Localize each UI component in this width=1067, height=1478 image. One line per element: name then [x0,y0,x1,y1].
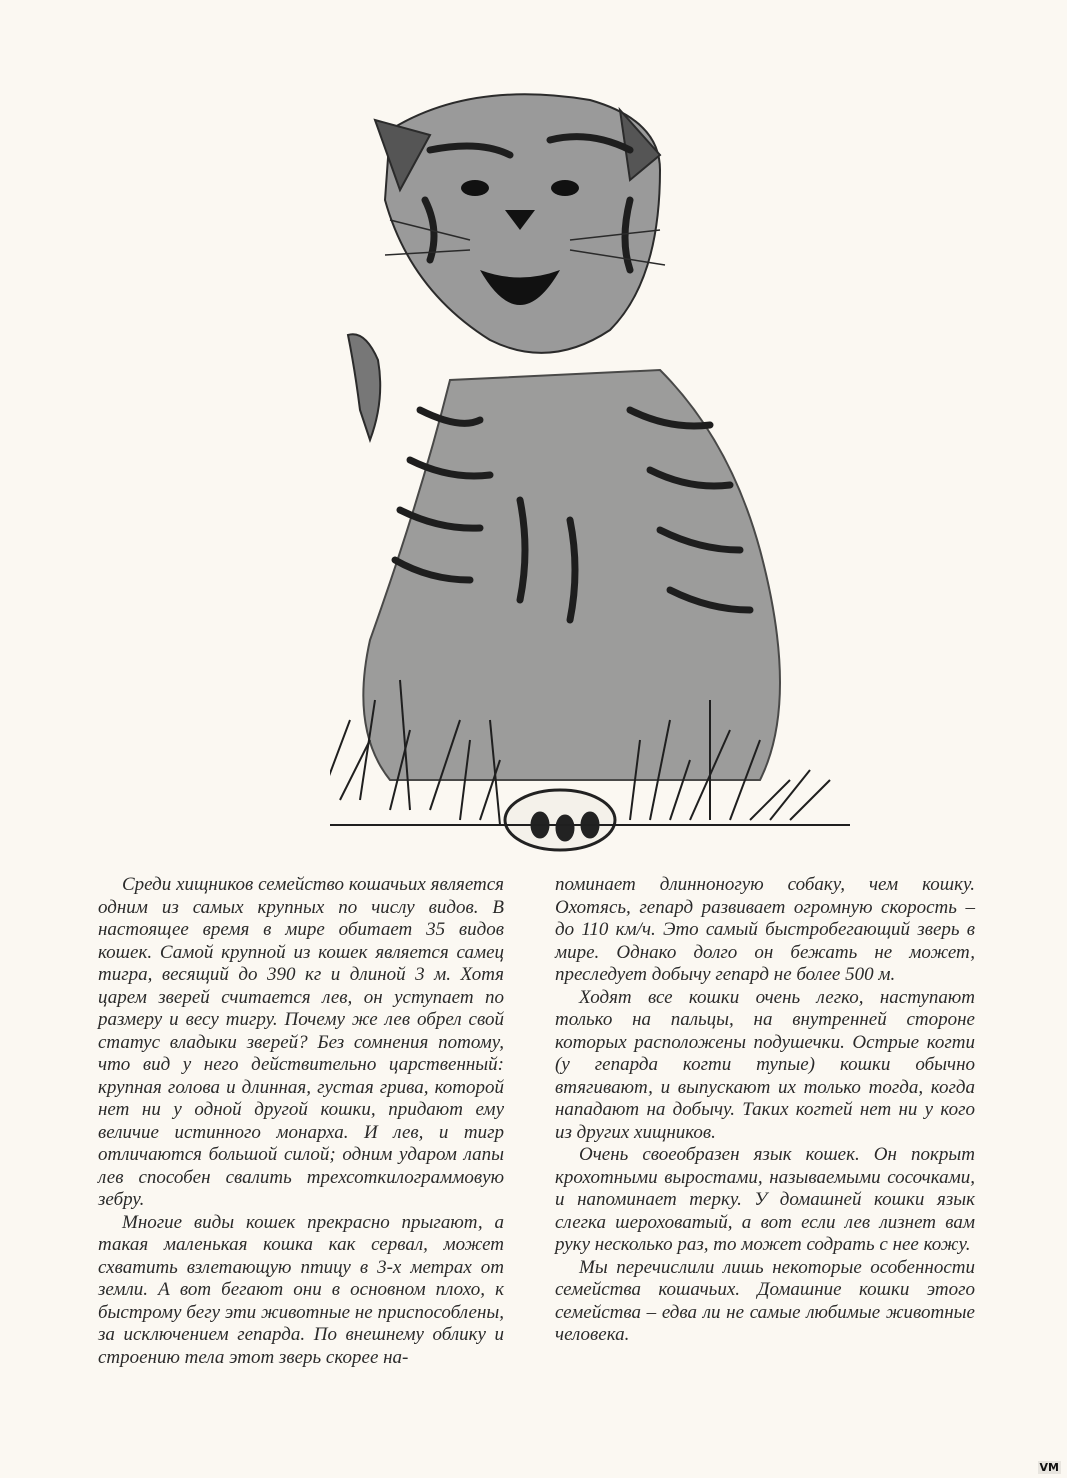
paragraph-continuation: поминает длинноногую собаку, чем кошку. Охотясь, гепард развивает огромную скорость – до 110 км/ч. Это самый быстробегающий зверь в мире. Однако долго он бежать не может, преследует добычу гепард не более 500 м. [555,874,975,985]
tiger-sitting-drawing-icon [330,80,850,860]
paragraph: Многие виды кошек прекрасно прыгают, а такая маленькая кошка как сервал, может схватить взлетающую птицу в 3-х метрах от земли. А вот бегают они в основном плохо, к быстрому бегу эти животные не приспособлены, за исключением гепарда. По внешнему облику и строению тела этот зверь скорее на- [98,1211,504,1368]
article-left-column [98,874,504,1369]
corner-watermark: VM [1039,1461,1059,1474]
tiger-illustration [330,80,850,860]
paragraph: Ходят все кошки очень легко, наступают только на пальцы, на внутренней стороне которых расположены подушечки. Острые когти (у гепарда когти тупые) кошки обычно втягивают, и выпускают их только тогда, когда нападают на добычу. Таких когтей нет ни у кого из других хищников. [555,986,975,1143]
paragraph: Среди хищников семейство кошачьих является одним из самых крупных по числу видов. В настоящее время в мире обитает 35 видов кошек. Самой крупной из кошек является самец тигра, весящий до 390 кг и длиной 3 м. Хотя царем зверей считается лев, он уступает по размеру и весу тигру. Почему же лев обрел свой статус владыки зверей? Без сомнения потому, что вид у него действительно царственный: крупная голова и длинная, густая грива, которой нет ни у одной другой кошки, придают ему величие истинного монарха. И лев, и тигр отличаются большой силой; одним ударом лапы лев способен свалить трехсоткилограммовую зебру. [98,874,504,1210]
paragraph: Мы перечислили лишь некоторые особенности семейства кошачьих. Домашние кошки этого семейства – едва ли не самые любимые животные человека. [555,1256,975,1345]
paragraph: Очень своеобразен язык кошек. Он покрыт крохотными выростами, называемыми сосочками, и напоминает терку. У домашней кошки язык слегка шероховатый, а вот если лев лизнет вам руку несколько раз, то может содрать с нее кожу. [555,1144,975,1255]
article-right-column [555,874,975,1347]
